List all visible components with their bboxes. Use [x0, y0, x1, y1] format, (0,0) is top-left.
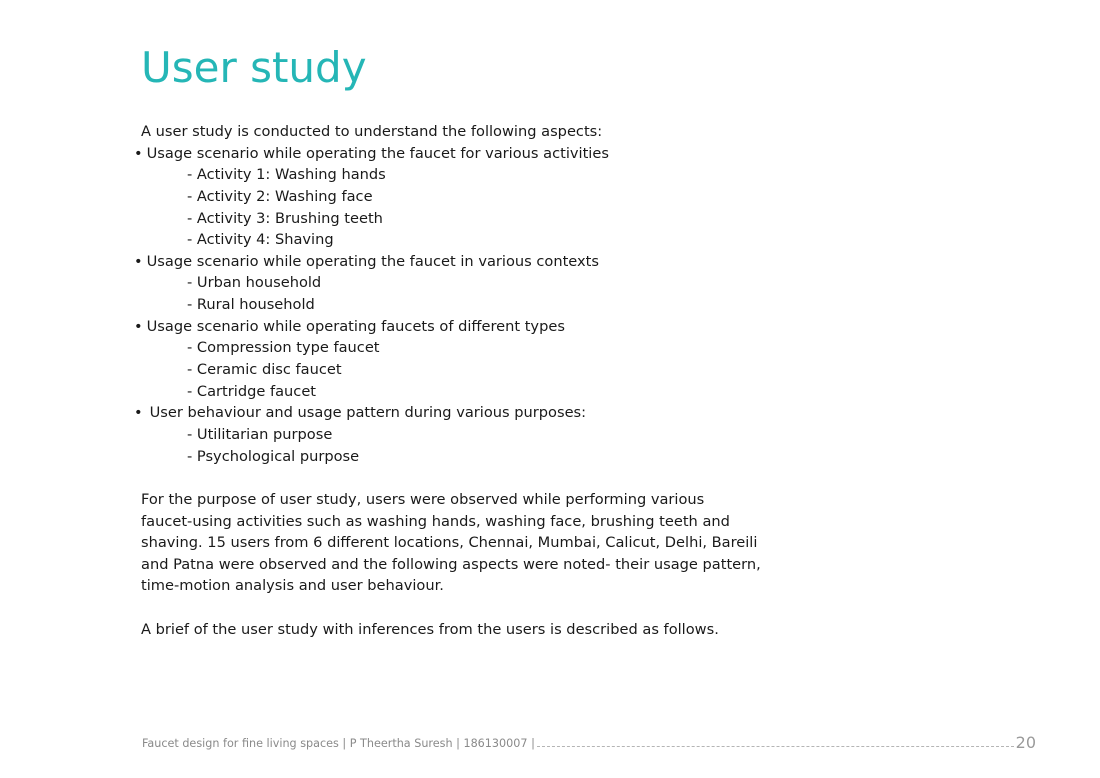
intro-text: A user study is conducted to understand the following aspects: — [141, 123, 603, 140]
page-title: User study — [141, 43, 367, 92]
footer-text: Faucet design for fine living spaces | P Theertha Suresh | 186130007 | — [142, 737, 535, 750]
sub-item: - Activity 4: Shaving — [187, 231, 334, 249]
footer — [142, 733, 1036, 753]
bullet-glyph: • — [134, 144, 143, 162]
paragraph-line: For the purpose of user study, users were observed while performing various — [141, 490, 705, 508]
sub-item: - Rural household — [187, 296, 315, 314]
sub-item: - Urban household — [187, 274, 322, 292]
bullet-heading: Usage scenario while operating the faucet in various contexts — [146, 252, 599, 270]
bullet-heading: Usage scenario while operating the faucet for various activities — [146, 144, 609, 162]
spacer — [0, 597, 780, 619]
page-number: 20 — [1015, 733, 1036, 752]
paragraph-line: and Patna were observed and the following aspects were noted- their usage pattern, — [141, 555, 761, 573]
bullet-item — [0, 143, 780, 165]
sub-item: - Activity 3: Brushing teeth — [187, 209, 383, 227]
sub-item: - Utilitarian purpose — [187, 425, 333, 443]
sub-item: - Ceramic disc faucet — [187, 361, 342, 379]
spacer — [0, 467, 780, 489]
sub-item: - Cartridge faucet — [187, 382, 317, 400]
paragraph-line: time-motion analysis and user behaviour. — [141, 577, 444, 595]
sub-item: - Activity 2: Washing face — [187, 187, 373, 205]
bullet-heading: User behaviour and usage pattern during various purposes: — [149, 404, 587, 422]
content-body — [0, 121, 780, 640]
footer-dashed-rule — [537, 745, 1014, 747]
paragraph-line: shaving. 15 users from 6 different locations, Chennai, Mumbai, Calicut, Delhi, Bareili — [141, 534, 758, 552]
bullet-glyph: • — [134, 404, 143, 422]
bullet-item — [0, 251, 780, 273]
bullet-glyph: • — [134, 317, 143, 335]
bullet-item — [0, 402, 780, 424]
sub-item: - Activity 1: Washing hands — [187, 166, 386, 184]
sub-item: - Psychological purpose — [187, 447, 360, 465]
closing-text: A brief of the user study with inferences from the users is described as follows. — [141, 620, 719, 638]
sub-item: - Compression type faucet — [187, 339, 380, 357]
bullet-item — [0, 316, 780, 338]
study-paragraph — [0, 489, 780, 597]
paragraph-line: faucet-using activities such as washing hands, washing face, brushing teeth and — [141, 512, 730, 530]
bullet-glyph: • — [134, 252, 143, 270]
bullet-heading: Usage scenario while operating faucets of different types — [146, 317, 565, 335]
